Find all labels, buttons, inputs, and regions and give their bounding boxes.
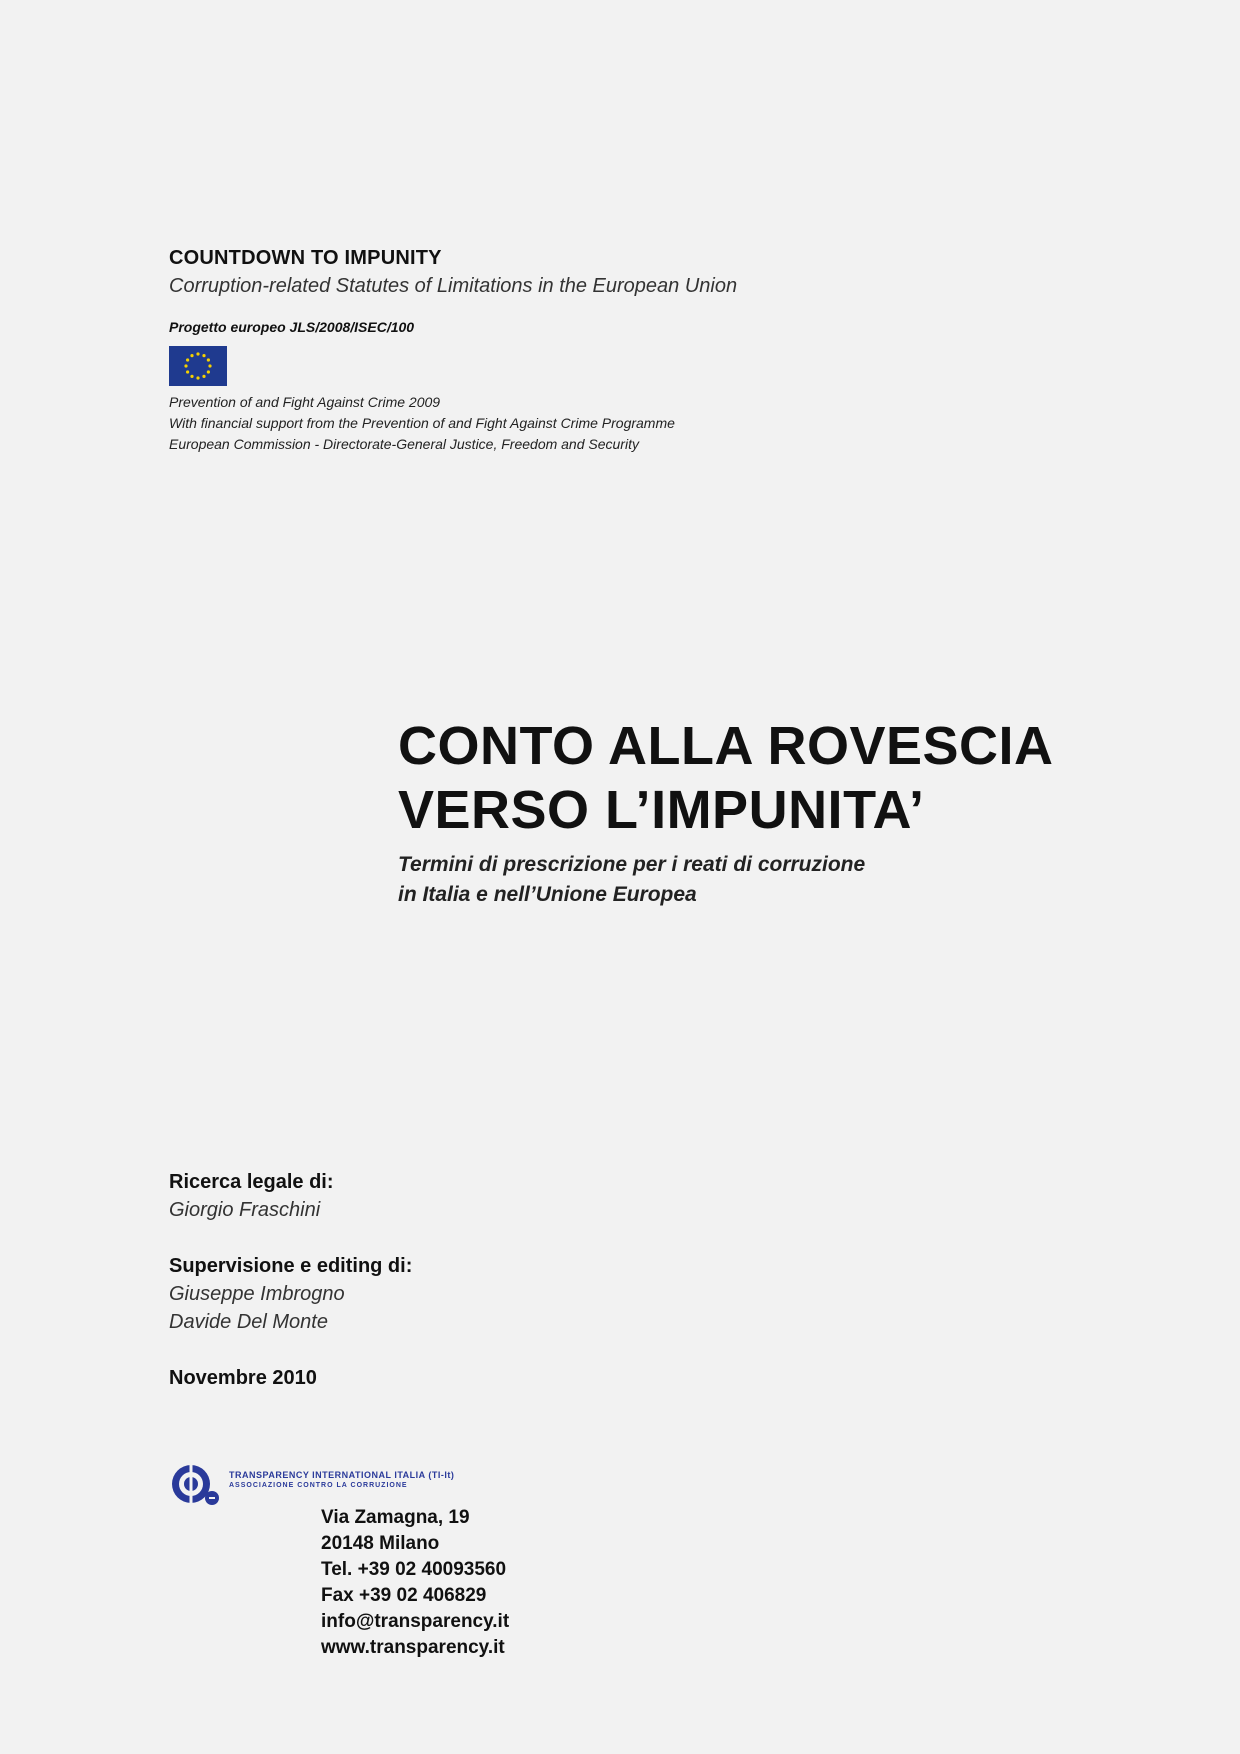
project-notes: [169, 392, 1069, 455]
logo-line2: ASSOCIAZIONE CONTRO LA CORRUZIONE: [229, 1482, 408, 1489]
address-street: Via Zamagna, 19: [321, 1507, 470, 1528]
project-code: Progetto europeo JLS/2008/ISEC/100: [169, 319, 415, 335]
main-title-block: [398, 714, 1198, 910]
eu-star: [202, 354, 205, 357]
credits-block: [169, 1168, 769, 1392]
organization-logo: [169, 1460, 569, 1510]
eu-star: [196, 376, 199, 379]
eu-star: [190, 354, 193, 357]
eu-star: [186, 358, 189, 361]
eu-star: [207, 370, 210, 373]
address-web: www.transparency.it: [321, 1637, 505, 1658]
eu-star: [196, 352, 199, 355]
supervision-credits: [169, 1252, 769, 1336]
address-block: [321, 1505, 721, 1661]
project-note: European Commission - Directorate-General Justice, Freedom and Security: [169, 436, 639, 452]
project-note: With financial support from the Prevention of and Fight Against Crime Programme: [169, 415, 675, 431]
eu-star: [186, 370, 189, 373]
research-name: Giorgio Fraschini: [169, 1199, 321, 1221]
main-subtitle-line2: in Italia e nell’Unione Europea: [398, 883, 697, 906]
address-city: 20148 Milano: [321, 1533, 440, 1554]
address-tel: Tel. +39 02 40093560: [321, 1559, 507, 1580]
eu-star: [207, 358, 210, 361]
supervision-label: Supervisione e editing di:: [169, 1255, 413, 1277]
eu-star: [190, 375, 193, 378]
address-fax: Fax +39 02 406829: [321, 1585, 487, 1606]
eu-star: [202, 375, 205, 378]
project-note: Prevention of and Fight Against Crime 2009: [169, 394, 441, 410]
supervision-name: Giuseppe Imbrogno: [169, 1283, 345, 1305]
project-title: COUNTDOWN TO IMPUNITY: [169, 247, 442, 269]
project-block: [169, 246, 1069, 455]
main-title-line2: VERSO L’IMPUNITA’: [398, 780, 925, 840]
main-subtitle: [398, 850, 1198, 910]
main-subtitle-line1: Termini di prescrizione per i reati di corruzione: [398, 853, 866, 876]
eu-flag-icon: [169, 346, 227, 386]
research-credits: [169, 1168, 769, 1224]
logo-line1: TRANSPARENCY INTERNATIONAL ITALIA (TI-It): [229, 1470, 455, 1480]
project-subtitle: Corruption-related Statutes of Limitations in the European Union: [169, 275, 738, 297]
research-label: Ricerca legale di:: [169, 1171, 334, 1193]
address-email: info@transparency.it: [321, 1611, 510, 1632]
publication-date: Novembre 2010: [169, 1367, 317, 1389]
transparency-international-logo-icon: [169, 1460, 225, 1508]
supervision-name: Davide Del Monte: [169, 1311, 328, 1333]
eu-star: [184, 364, 187, 367]
main-title-line1: CONTO ALLA ROVESCIA: [398, 716, 1054, 776]
eu-star: [208, 364, 211, 367]
